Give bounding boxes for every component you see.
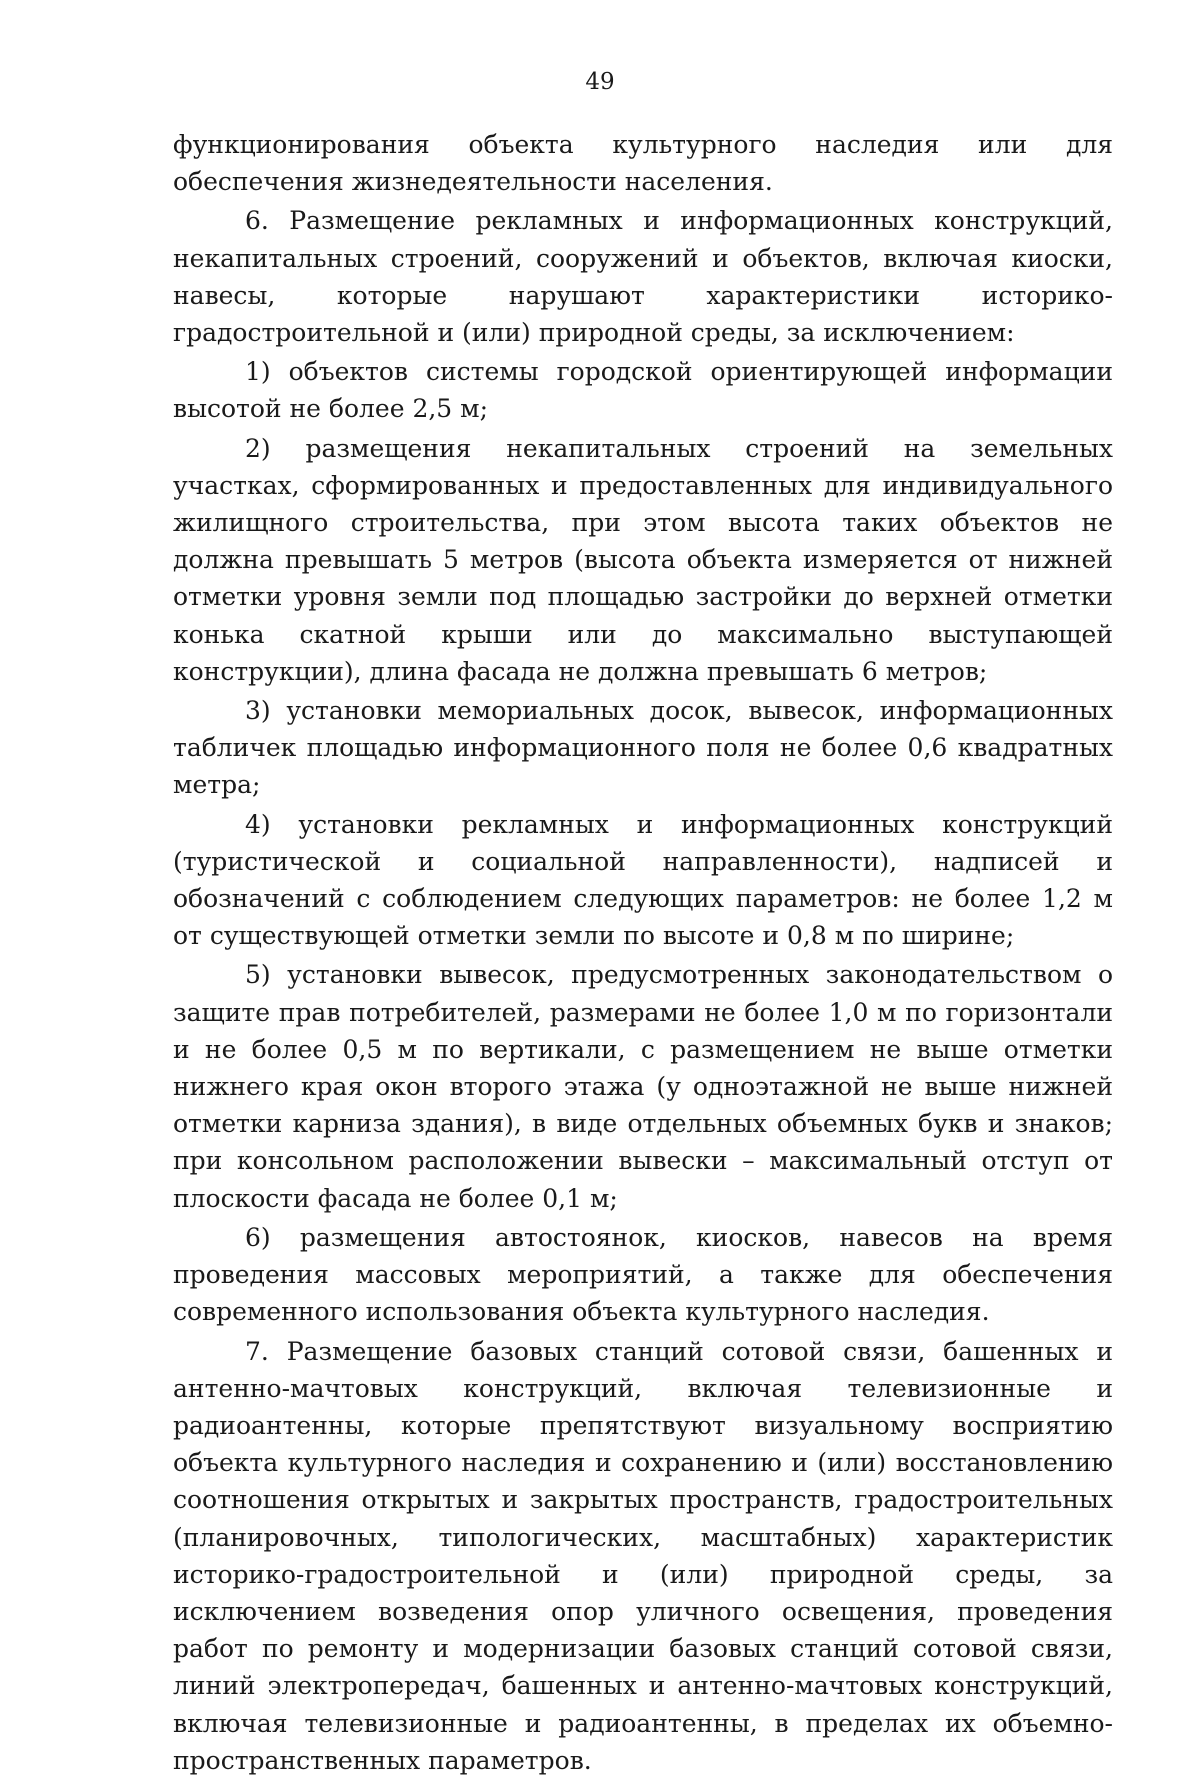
- paragraph-subitem-3: 3) установки мемориальных досок, вывесок, информационных табличек площадью информационного поля не более 0,6 квадратных метра;: [173, 696, 1113, 800]
- paragraph-subitem-6: 6) размещения автостоянок, киосков, навесов на время проведения массовых мероприятий, а также для обеспечения современного использования объекта культурного наследия.: [173, 1222, 1113, 1327]
- document-body: [173, 126, 1113, 1781]
- paragraph-subitem-2: 2) размещения некапитальных строений на земельных участках, сформированных и предоставленных для индивидуального жилищного строительства, при этом высота таких объектов не должна превышать 5 метров (высота объекта измеряется от нижней отметки уровня земли под площадью застройки до верхней отметки конька скатной крыши или до максимально выступающей конструкции), длина фасада не должна превышать 6 метров;: [173, 433, 1113, 686]
- page-number: 49: [585, 69, 615, 95]
- paragraph-continuation: функционирования объекта культурного наследия или для обеспечения жизнедеятельности населения.: [173, 130, 1113, 197]
- paragraph-item-6: 6. Размещение рекламных и информационных конструкций, некапитальных строений, сооружений и объектов, включая киоски, навесы, которые нарушают характеристики историко-градостроительной и (или) природной среды, за исключением:: [173, 206, 1113, 348]
- paragraph-subitem-5: 5) установки вывесок, предусмотренных законодательством о защите прав потребителей, размерами не более 1,0 м по горизонтали и не более 0,5 м по вертикали, с размещением не выше отметки нижнего края окон второго этажа (у одноэтажной не выше нижней отметки карниза здания), в виде отдельных объемных букв и знаков; при консольном расположении вывески – максимальный отступ от плоскости фасада не более 0,1 м;: [173, 960, 1113, 1213]
- paragraph-subitem-1: 1) объектов системы городской ориентирующей информации высотой не более 2,5 м;: [173, 357, 1113, 424]
- paragraph-item-7: 7. Размещение базовых станций сотовой связи, башенных и антенно-мачтовых конструкций, включая телевизионные и радиоантенны, которые препятствуют визуальному восприятию объекта культурного наследия и сохранению и (или) восстановлению соотношения открытых и закрытых пространств, градостроительных (планировочных, типологических, масштабных) характеристик историко-градостроительной и (или) природной среды, за исключением возведения опор уличного освещения, проведения работ по ремонту и модернизации базовых станций сотовой связи, линий электропередач, башенных и антенно-мачтовых конструкций, включая телевизионные и радиоантенны, в пределах их объемно-пространственных параметров.: [173, 1336, 1113, 1775]
- paragraph-subitem-4: 4) установки рекламных и информационных конструкций (туристической и социальной направленности), надписей и обозначений с соблюдением следующих параметров: не более 1,2 м от существующей отметки земли по высоте и 0,8 м по ширине;: [173, 809, 1113, 951]
